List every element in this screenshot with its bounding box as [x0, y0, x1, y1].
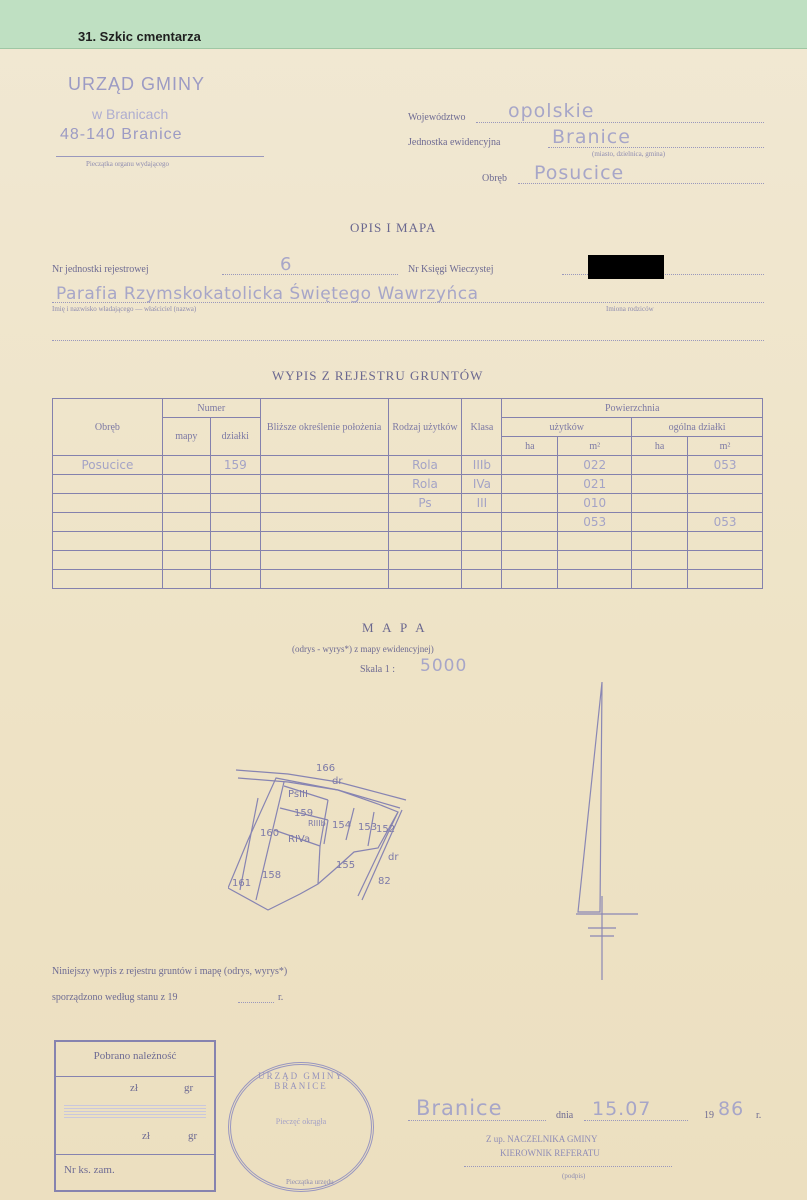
- cell-ha: [502, 475, 558, 494]
- parcel-label: 158: [262, 870, 282, 881]
- parcel-label: dr: [332, 776, 343, 787]
- statement-line-2-end: r.: [278, 992, 284, 1003]
- parcel-label: 160: [260, 828, 280, 839]
- seal-center-text: Pieczęć okrągła: [275, 1117, 327, 1126]
- signature-caption: (podpis): [562, 1172, 586, 1180]
- header-ogolna: ogólna działki: [632, 418, 763, 437]
- year-prefix: 19: [704, 1110, 714, 1121]
- cell-m2: [558, 532, 632, 551]
- table-row: [53, 551, 763, 570]
- zl-label: zł: [130, 1082, 138, 1094]
- cell-dzialki: [210, 494, 260, 513]
- header-blizsze: Bliższe określenie położenia: [260, 399, 388, 456]
- cell-rodzaj: Ps: [388, 494, 462, 513]
- voivodeship-value: opolskie: [508, 100, 595, 122]
- cell-klasa: [462, 551, 502, 570]
- precinct-label: Obręb: [482, 173, 507, 184]
- cell-dzialki: [210, 551, 260, 570]
- cell-klasa: [462, 570, 502, 589]
- cell-blizsze: [260, 475, 388, 494]
- parcel-label: RIVa: [288, 834, 311, 845]
- parcel-label: 82: [378, 876, 391, 887]
- redacted-land-book-number: [588, 255, 664, 279]
- header-uzytkow: użytków: [502, 418, 632, 437]
- cell-rodzaj: Rola: [388, 456, 462, 475]
- parcel-label: RIIIb: [308, 819, 326, 828]
- cell-m2-total: [688, 551, 763, 570]
- extract-title: WYPIS Z REJESTRU GRUNTÓW: [272, 368, 484, 383]
- page-tab-title: 31. Szkic cmentarza: [78, 29, 201, 44]
- header-numer: Numer: [162, 399, 260, 418]
- cell-obreb: [53, 551, 163, 570]
- north-arrow-icon: [570, 680, 650, 990]
- land-register-table: [52, 398, 763, 589]
- header-powierzchnia: Powierzchnia: [502, 399, 763, 418]
- stamp-line-1: URZĄD GMINY: [68, 74, 205, 94]
- cell-obreb: [53, 475, 163, 494]
- cell-blizsze: [260, 570, 388, 589]
- header-klasa: Klasa: [462, 399, 502, 456]
- payment-title: Pobrano należność: [93, 1050, 177, 1062]
- land-book-label: Nr Księgi Wieczystej: [408, 264, 494, 275]
- stamp-line-3: 48-140 Branice: [60, 126, 183, 143]
- order-number-label: Nr ks. zam.: [64, 1164, 115, 1176]
- place-value: Branice: [416, 1096, 503, 1120]
- cell-klasa: [462, 532, 502, 551]
- cell-obreb: [53, 494, 163, 513]
- cell-ha: [502, 494, 558, 513]
- cell-mapy: [162, 532, 210, 551]
- official-line-1: Z up. NACZELNIKA GMINY: [486, 1134, 598, 1144]
- cell-m2: 010: [558, 494, 632, 513]
- statement-line-2: sporządzono według stanu z 19: [52, 992, 178, 1003]
- map-title: M A P A: [362, 620, 428, 635]
- gr-label-2: gr: [188, 1130, 198, 1142]
- parcel-label: PsIII: [288, 789, 308, 800]
- cell-ha: [502, 570, 558, 589]
- map-subtitle: (odrys - wyrys*) z mapy ewidencyjnej): [292, 644, 434, 654]
- parents-caption: Imiona rodziców: [606, 305, 654, 313]
- cell-blizsze: [260, 513, 388, 532]
- parcel-label: 152: [376, 824, 396, 835]
- gr-label-1: gr: [184, 1082, 194, 1094]
- cell-ha-total: [632, 456, 688, 475]
- table-row: [53, 532, 763, 551]
- cell-dzialki: [210, 532, 260, 551]
- parcel-label: dr: [388, 852, 399, 863]
- table-row: [53, 475, 763, 494]
- cell-dzialki: 159: [210, 456, 260, 475]
- voivodeship-label: Województwo: [408, 112, 466, 123]
- owner-value: Parafia Rzymskokatolicka Świętego Wawrzyńca: [56, 284, 479, 304]
- cell-m2-total: 053: [688, 456, 763, 475]
- table-row: [53, 570, 763, 589]
- parcel-label: 161: [232, 878, 252, 889]
- cell-blizsze: [260, 551, 388, 570]
- seal-text: URZĄD GMINY BRANICE: [258, 1071, 344, 1091]
- cell-ha-total: [632, 494, 688, 513]
- cell-klasa: III: [462, 494, 502, 513]
- header-m2-2: m²: [688, 437, 763, 456]
- round-seal: [228, 1062, 374, 1192]
- cell-ha-total: [632, 570, 688, 589]
- cell-blizsze: [260, 494, 388, 513]
- cell-obreb: [53, 532, 163, 551]
- header-mapy: mapy: [162, 418, 210, 456]
- cadastral-sketch: [228, 760, 428, 920]
- cell-m2: 021: [558, 475, 632, 494]
- cell-ha: [502, 456, 558, 475]
- date-label: dnia: [556, 1110, 574, 1121]
- page-tab: [0, 0, 807, 49]
- owner-caption: Imię i nazwisko władającego — właściciel (nazwa): [52, 305, 197, 313]
- date-value: 15.07: [592, 1098, 652, 1120]
- cell-ha-total: [632, 475, 688, 494]
- table-row: [53, 513, 763, 532]
- cell-rodzaj: [388, 513, 462, 532]
- unit-number-label: Nr jednostki rejestrowej: [52, 264, 149, 275]
- cell-m2-total: [688, 475, 763, 494]
- cell-obreb: [53, 570, 163, 589]
- unit-label: Jednostka ewidencyjna: [408, 137, 501, 148]
- cell-dzialki: [210, 513, 260, 532]
- cell-klasa: [462, 513, 502, 532]
- cell-dzialki: [210, 475, 260, 494]
- cell-mapy: [162, 494, 210, 513]
- cell-blizsze: [260, 456, 388, 475]
- cell-rodzaj: Rola: [388, 475, 462, 494]
- cell-m2-total: [688, 570, 763, 589]
- cell-rodzaj: [388, 532, 462, 551]
- cell-m2-total: 053: [688, 513, 763, 532]
- table-row: [53, 494, 763, 513]
- cell-ha-total: [632, 532, 688, 551]
- cell-mapy: [162, 475, 210, 494]
- statement-line-1: Niniejszy wypis z rejestru gruntów i mapę (odrys, wyrys*): [52, 966, 288, 977]
- parcel-label: 159: [294, 808, 314, 819]
- payment-box: [54, 1040, 216, 1192]
- cell-m2: [558, 551, 632, 570]
- unit-value: Branice: [552, 126, 631, 148]
- cell-mapy: [162, 513, 210, 532]
- cell-m2-total: [688, 494, 763, 513]
- stamp-caption: Pieczątka organu wydającego: [86, 160, 170, 168]
- cell-m2: 053: [558, 513, 632, 532]
- header-obreb: Obręb: [53, 399, 163, 456]
- cell-mapy: [162, 551, 210, 570]
- cell-ha-total: [632, 513, 688, 532]
- zl-label-2: zł: [142, 1130, 150, 1142]
- parcel-label: 154: [332, 820, 352, 831]
- year-value: 86: [718, 1098, 745, 1120]
- cell-klasa: IVa: [462, 475, 502, 494]
- cell-klasa: IIIb: [462, 456, 502, 475]
- stamp-line-2: w Branicach: [92, 106, 169, 122]
- table-row: [53, 456, 763, 475]
- office-stamp-caption: Pieczątka urzędu: [286, 1178, 334, 1186]
- cell-m2: 022: [558, 456, 632, 475]
- cell-ha-total: [632, 551, 688, 570]
- cell-rodzaj: [388, 551, 462, 570]
- cell-mapy: [162, 456, 210, 475]
- cell-dzialki: [210, 570, 260, 589]
- parcel-label: 166: [316, 763, 336, 774]
- header-m2-1: m²: [558, 437, 632, 456]
- cell-m2-total: [688, 532, 763, 551]
- header-ha-1: ha: [502, 437, 558, 456]
- document-title: OPIS I MAPA: [350, 220, 437, 235]
- header-rodzaj: Rodzaj użytków: [388, 399, 462, 456]
- cell-blizsze: [260, 532, 388, 551]
- cell-obreb: Posucice: [53, 456, 163, 475]
- scale-label: Skala 1 :: [360, 664, 395, 675]
- unit-number-value: 6: [280, 254, 293, 275]
- cell-mapy: [162, 570, 210, 589]
- official-line-2: KIEROWNIK REFERATU: [500, 1148, 600, 1158]
- scale-value: 5000: [420, 656, 468, 676]
- cell-ha: [502, 513, 558, 532]
- unit-note: (miasto, dzielnica, gmina): [592, 150, 666, 158]
- cell-obreb: [53, 513, 163, 532]
- precinct-value: Posucice: [534, 162, 625, 184]
- cell-ha: [502, 532, 558, 551]
- header-ha-2: ha: [632, 437, 688, 456]
- header-dzialki: działki: [210, 418, 260, 456]
- parcel-label: 153: [358, 822, 378, 833]
- cell-rodzaj: [388, 570, 462, 589]
- year-suffix: r.: [756, 1110, 762, 1121]
- parcel-label: 155: [336, 860, 356, 871]
- cell-ha: [502, 551, 558, 570]
- cell-m2: [558, 570, 632, 589]
